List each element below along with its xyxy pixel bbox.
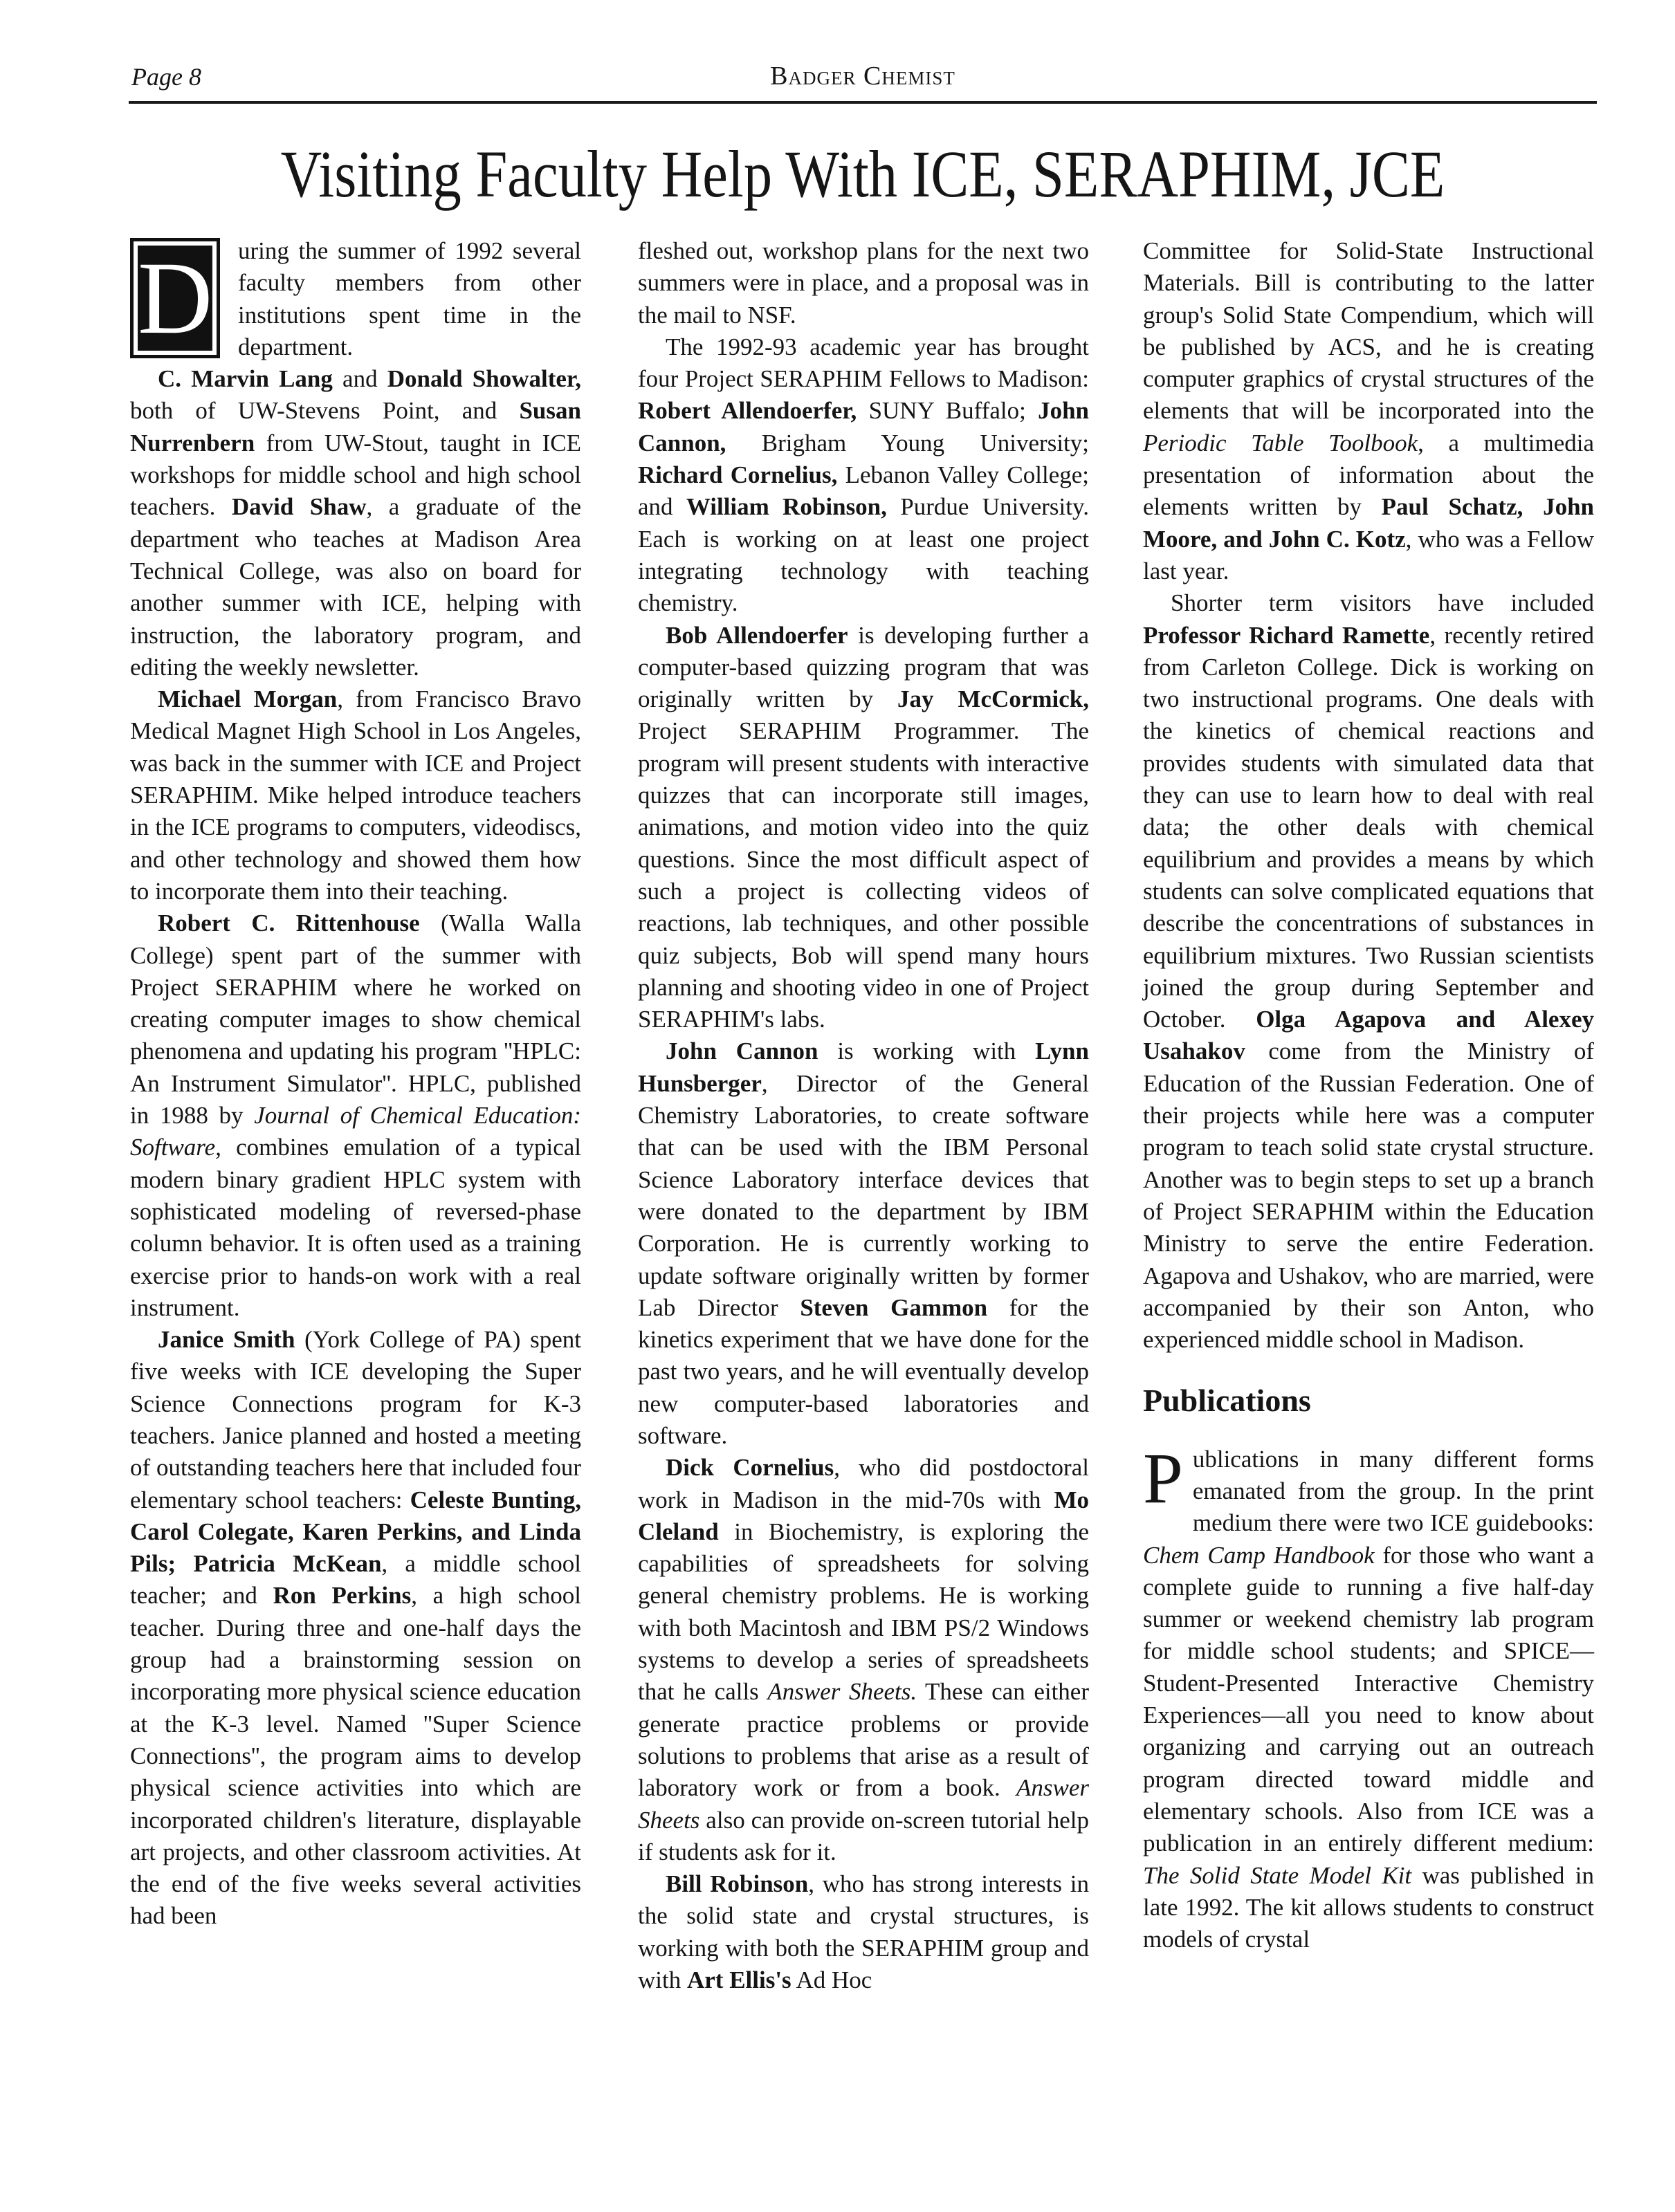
- page-header: [129, 58, 1597, 104]
- section-heading-publications: Publications: [1143, 1383, 1311, 1419]
- drop-cap-p: P: [1143, 1438, 1183, 1518]
- paragraph: Shorter term visitors have included Professor Richard Ramette, recently retired from Carleton College. Dick is working on two instructional programs. One deals with the kinetics of chemical reactions and provides students with simulated data that they can use to learn how to deal with real data; the other deals with chemical equilibrium and provides a means by which students can solve complicated equations that describe the concentrations of substances in equilibrium mixtures. Two Russian scientists joined the group during September and October. Olga Agapova and Alexey Usahakov come from the Ministry of Education of the Russian Federation. One of their projects while here was a computer program to teach solid state crystal structure. Another was to begin steps to set up a branch of Project SERAPHIM within the Education Ministry to serve the entire Federation. Agapova and Ushakov, who are married, were accompanied by their son Anton, who experienced middle school in Madison.: [1143, 589, 1594, 1354]
- paragraph: Bill Robinson, who has strong interests in the solid state and crystal structures, is working with both the SERAPHIM group and with Art Ellis's Ad Hoc: [638, 1870, 1089, 1994]
- paragraph: uring the summer of 1992 several faculty members from other institutions spent time in the department.: [238, 237, 581, 360]
- publication-title: Badger Chemist: [770, 62, 955, 91]
- paragraph: John Cannon is working with Lynn Hunsberger, Director of the General Chemistry Laboratories, to create software that can be used with the IBM Personal Science Laboratory interface devices that were donated to the department by IBM Corporation. He is currently working to update software originally written by former Lab Director Steven Gammon for the kinetics experiment that we have done for the past two years, and he will eventually develop new computer-based laboratories and software.: [638, 1038, 1089, 1449]
- column-1: [130, 235, 581, 1933]
- paragraph: Committee for Solid-State Instructional Materials. Bill is contributing to the latter group's Solid State Compendium, which will be published by ACS, and he is creating computer graphics of crystal structures of the elements that will be incorporated into the Periodic Table Toolbook, a multimedia presentation of information about the elements written by Paul Schatz, John Moore, and John C. Kotz, who was a Fellow last year.: [1143, 237, 1594, 584]
- paragraph: Bob Allendoerfer is developing further a computer-based quizzing program that was originally written by Jay McCormick, Project SERAPHIM Programmer. The program will present students with interactive quizzes that can incorporate still images, animations, and motion video into the quiz questions. Since the most difficult aspect of such a project is collecting videos of reactions, lab techniques, and other possible quiz subjects, Bob will spend many hours planning and shooting video in one of Project SERAPHIM's labs.: [638, 621, 1089, 1033]
- page-number: Page 8: [131, 63, 201, 91]
- paragraph: The 1992-93 academic year has brought four Project SERAPHIM Fellows to Madison: Robert Allendoerfer, SUNY Buffalo; John Cannon, Brigham Young University; Richard Cornelius, Lebanon Valley College; and William Robinson, Purdue University. Each is working on at least one project integrating technology with teaching chemistry.: [638, 333, 1089, 617]
- paragraph: C. Marvin Lang and Donald Showalter, both of UW-Stevens Point, and Susan Nurrenbern from UW-Stout, taught in ICE workshops for middle school and high school teachers. David Shaw, a graduate of the department who teaches at Madison Area Technical College, was also on board for another summer with ICE, helping with instruction, the laboratory program, and editing the weekly newsletter.: [130, 365, 582, 681]
- column-2: [638, 235, 1089, 1996]
- drop-cap-d: D: [130, 238, 220, 358]
- article-headline: Visiting Faculty Help With ICE, SERAPHIM, JCE: [280, 137, 1445, 211]
- paragraph: fleshed out, workshop plans for the next two summers were in place, and a proposal was in the mail to NSF.: [638, 237, 1089, 329]
- column-3: [1143, 235, 1594, 1955]
- paragraph: Michael Morgan, from Francisco Bravo Medical Magnet High School in Los Angeles, was back in the summer with ICE and Project SERAPHIM. Mike helped introduce teachers in the ICE programs to computers, videodiscs, and other technology and showed them how to incorporate them into their teaching.: [130, 685, 582, 905]
- paragraph: Publications in many different forms emanated from the group. In the print medium there were two ICE guidebooks: Chem Camp Handbook for those who want a complete guide to running a five half-day summer or weekend chemistry lab program for middle school students; and SPICE—Student-Presented Interactive Chemistry Experiences—all you need to know about organizing and carrying out an outreach program directed toward middle and elementary schools. Also from ICE was a publication in an entirely different medium: The Solid State Model Kit was published in late 1992. The kit allows students to construct models of crystal: [1143, 1438, 1594, 1953]
- paragraph: Janice Smith (York College of PA) spent five weeks with ICE developing the Super Science Connections program for K-3 teachers. Janice planned and hosted a meeting of outstanding teachers here that included four elementary school teachers: Celeste Bunting, Carol Colegate, Karen Perkins, and Linda Pils; Patricia McKean, a middle school teacher; and Ron Perkins, a high school teacher. During three and one-half days the group had a brainstorming session on incorporating more physical science education at the K-3 level. Named ''Super Science Connections'', the program aims to develop physical science activities into which are incorporated children's literature, displayable art projects, and other classroom activities. At the end of the five weeks several activities had been: [130, 1326, 582, 1930]
- paragraph: Robert C. Rittenhouse (Walla Walla College) spent part of the summer with Project SERAPHIM where he worked on creating computer images to show chemical phenomena and updating his program ''HPLC: An Instrument Simulator''. HPLC, published in 1988 by Journal of Chemical Education: Software, combines emulation of a typical modern binary gradient HPLC system with sophisticated modeling of reversed-phase column behavior. It is often used as a training exercise prior to hands-on work with a real instrument.: [130, 910, 581, 1321]
- paragraph: Dick Cornelius, who did postdoctoral work in Madison in the mid-70s with Mo Cleland in Biochemistry, is exploring the capabilities of spreadsheets for solving general chemistry problems. He is working with both Macintosh and IBM PS/2 Windows systems to develop a series of spreadsheets that he calls Answer Sheets. These can either generate practice problems or provide solutions to problems that arise as a result of laboratory work or from a book. Answer Sheets also can provide on-screen tutorial help if students ask for it.: [638, 1454, 1089, 1865]
